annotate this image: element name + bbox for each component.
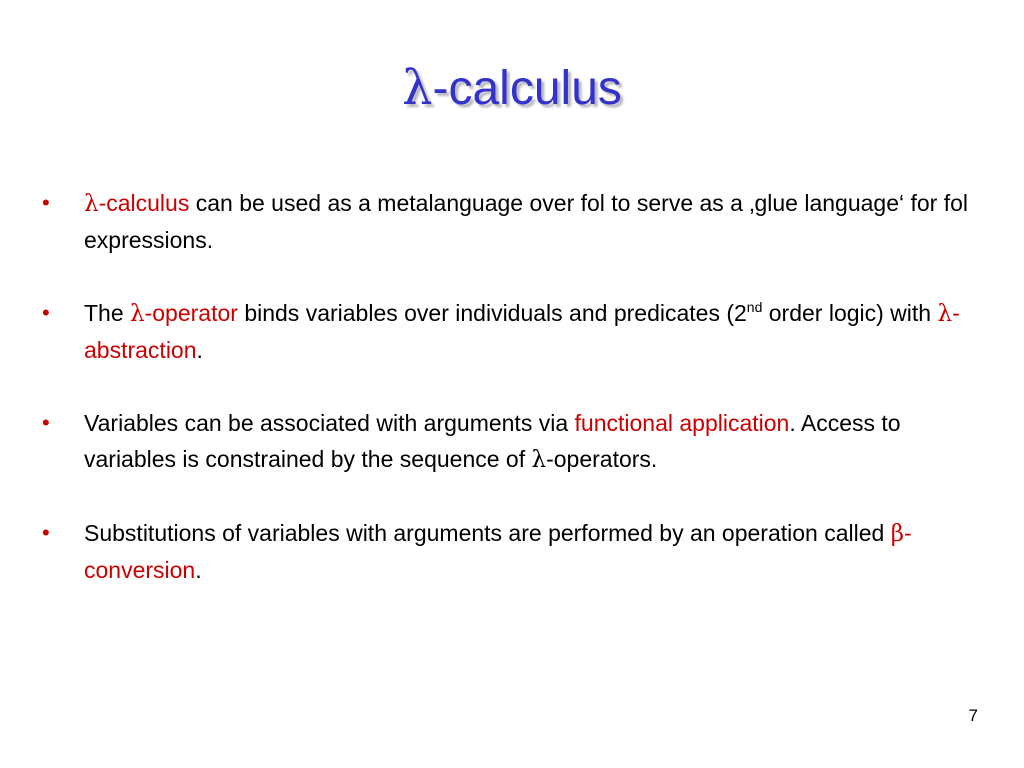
ordinal-superscript: nd [746,299,763,315]
slide-title-text: -calculus [432,62,622,115]
highlight-term: -conversion [84,520,912,583]
bullet-text: Variables can be associated with arguments via [84,410,575,436]
bullet-item [40,515,985,588]
bullet-text: can be used as a metalanguage over fol to serve as a ‚glue language‘ for fol expressions. [84,190,969,253]
lambda-symbol: λ [937,301,953,327]
bullet-text: . Access to variables is constrained by the sequence of [84,410,901,472]
bullet-text: Substitutions of variables with arguments are performed by an operation called [84,520,891,546]
beta-symbol: β [890,521,905,547]
bullet-list [40,185,985,625]
lambda-symbol: λ [84,191,99,217]
bullet-item [40,295,985,368]
bullet-item [40,405,985,478]
bullet-text: . [195,557,202,583]
highlight-term: functional application [574,410,790,436]
page-number: 7 [968,706,978,725]
lambda-symbol: λ [531,447,547,473]
lambda-symbol: λ [130,301,145,327]
bullet-text: binds variables over individuals and predicates (2 [237,300,747,326]
highlight-term: -abstraction [84,300,960,363]
bullet-text: . [196,337,203,363]
bullet-text: -operators. [546,446,658,472]
highlight-term: -calculus [98,190,190,216]
slide-title [0,58,1024,119]
bullet-dot: • [42,300,50,325]
bullet-text: The [84,300,131,326]
bullet-text: order logic) with [762,300,938,326]
lambda-symbol: λ [402,60,433,116]
bullet-dot: • [42,410,50,435]
highlight-term: -operator [144,300,238,326]
bullet-dot: • [42,520,50,545]
bullet-dot: • [42,190,50,215]
bullet-item [40,185,985,258]
